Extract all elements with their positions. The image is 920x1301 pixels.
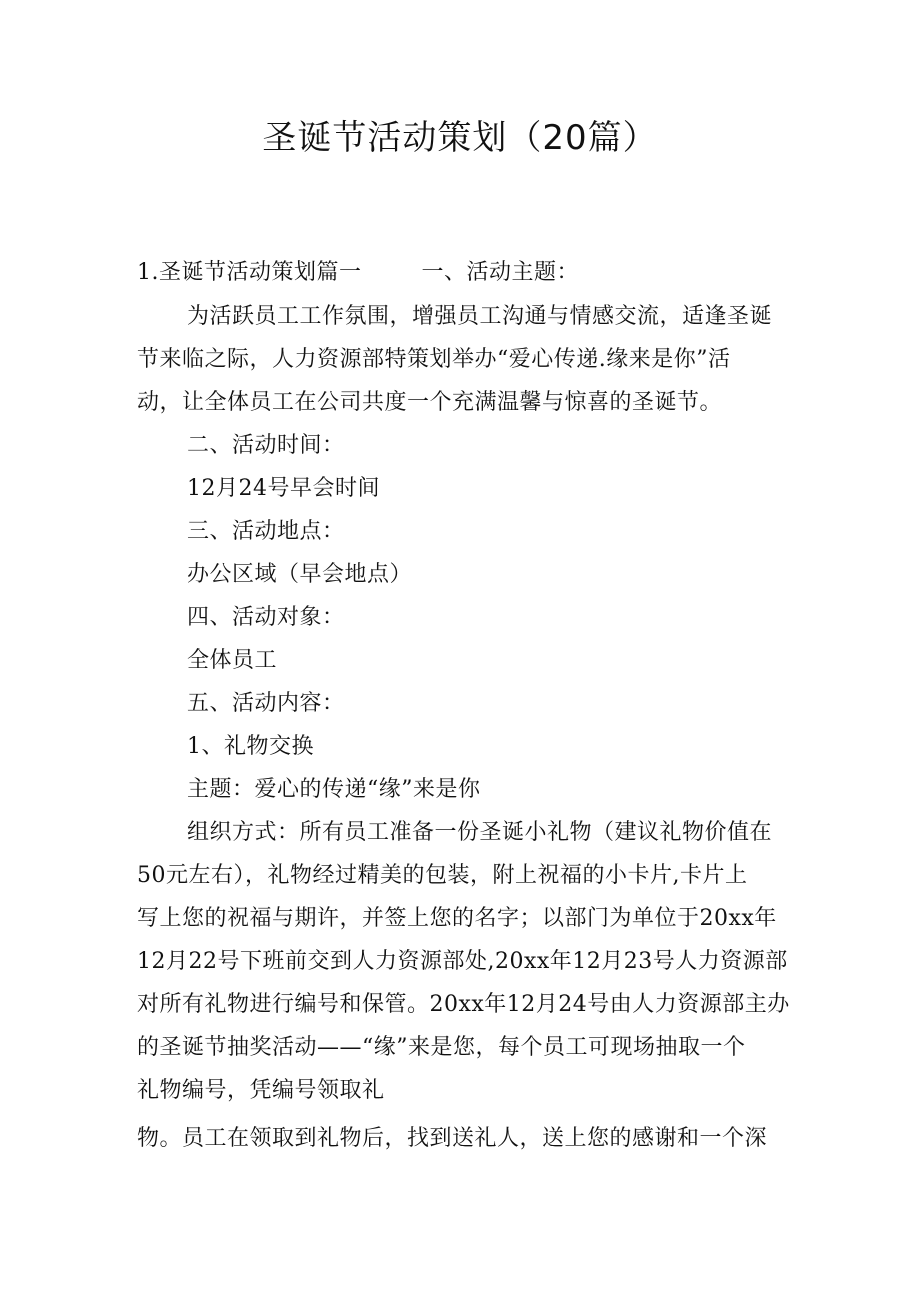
paragraph2-line7: 礼物编号，凭编号领取礼 bbox=[137, 1078, 385, 1103]
place-value: 办公区域（早会地点） bbox=[187, 562, 413, 587]
paragraph1-line3: 动，让全体员工在公司共度一个充满温馨与惊喜的圣诞节。 bbox=[137, 390, 723, 415]
document-title: 圣诞节活动策划（20篇） bbox=[262, 118, 658, 158]
paragraph1-line2: 节来临之际，人力资源部特策划举办“爱心传递.缘来是你”活 bbox=[137, 347, 731, 372]
paragraph2-line8: 物。员工在领取到礼物后，找到送礼人，送上您的感谢和一个深 bbox=[137, 1126, 768, 1151]
heading-item: 1.圣诞节活动策划篇一 bbox=[137, 260, 362, 285]
paragraph2-line4: 12月22号下班前交到人力资源部处,20xx年12月23号人力资源部 bbox=[137, 949, 788, 974]
section2-heading: 二、活动时间： bbox=[187, 433, 345, 458]
paragraph2-line6: 的圣诞节抽奖活动——“缘”来是您，每个员工可现场抽取一个 bbox=[137, 1035, 746, 1060]
time-value: 12月24号早会时间 bbox=[187, 476, 380, 501]
section3-heading: 三、活动地点： bbox=[187, 519, 345, 544]
paragraph1-line1: 为活跃员工工作氛围，增强员工沟通与情感交流，适逢圣诞 bbox=[187, 304, 773, 329]
paragraph2-line5: 对所有礼物进行编号和保管。20xx年12月24号由人力资源部主办 bbox=[137, 992, 790, 1017]
section1-heading: 一、活动主题： bbox=[421, 260, 580, 285]
paragraph2-line1: 组织方式：所有员工准备一份圣诞小礼物（建议礼物价值在 bbox=[187, 820, 773, 845]
paragraph2-line2: 50元左右），礼物经过精美的包装，附上祝福的小卡片,卡片上 bbox=[137, 863, 748, 888]
target-value: 全体员工 bbox=[187, 648, 278, 673]
section5-heading: 五、活动内容： bbox=[187, 691, 345, 716]
paragraph2-line3: 写上您的祝福与期许，并签上您的名字；以部门为单位于20xx年 bbox=[137, 906, 777, 931]
section4-heading: 四、活动对象： bbox=[187, 605, 345, 630]
heading-line bbox=[137, 258, 579, 288]
item1-heading: 1、礼物交换 bbox=[187, 734, 314, 759]
theme-line: 主题：爱心的传递“缘”来是你 bbox=[187, 777, 481, 802]
